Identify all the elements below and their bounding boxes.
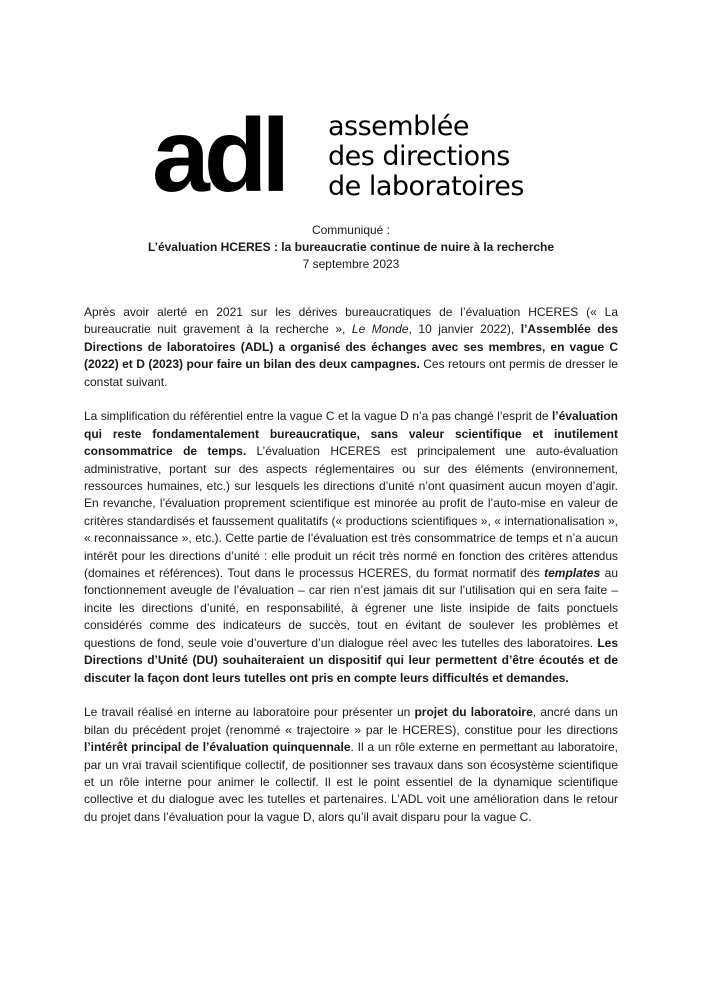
adl-logo	[152, 98, 562, 216]
text-segment: l’évaluation qui reste fondamentalement bureaucratique, sans valeur scientifique et inutilement consommatrice de temps.	[84, 409, 618, 459]
text-segment: La simplification du référentiel entre la vague C et la vague D n’a pas changé l’esprit de	[84, 409, 552, 424]
text-segment: Le travail réalisé en interne au laboratoire pour présenter un	[84, 705, 415, 720]
press-release-label: Communiqué :	[311, 223, 391, 237]
text-segment: , ancré dans un bilan du précédent projet (renommé « trajectoire » par le HCERES), constitue pour les directions	[84, 705, 618, 737]
paragraph-3	[84, 704, 618, 826]
text-segment: Le Monde	[351, 322, 409, 337]
press-release-header	[0, 222, 702, 273]
paragraph-2	[84, 408, 618, 687]
text-segment: Ces retours ont permis de dresser le constat suivant.	[84, 357, 618, 389]
paragraph-1	[84, 304, 618, 391]
text-segment: Après avoir alerté en 2021 sur les dérives bureaucratiques de l’évaluation HCERES (« La bureaucratie nuit gravement à la recherche »,	[84, 305, 618, 337]
text-segment: templates	[544, 566, 601, 581]
text-segment: . Il a un rôle externe en permettant au laboratoire, par un vrai travail scientifique collectif, de positionner ses travaux dans son écosystème scientifique et un rôle interne pour animer le collectif. Il est le point essentiel de la dynamique scientifique collective et du dialogue avec les tutelles et partenaires. L’ADL voit une amélioration dans le retour du projet dans l’évaluation pour la vague D, alors qu’il avait disparu pour la vague C.	[84, 740, 618, 824]
text-segment: au fonctionnement aveugle de l’évaluation – car rien n’est jamais dit sur l’utilisation qui en sera faite – incite les directions d’unité, en responsabilité, à égrener une liste insipide de faits ponctuels considérés comme des indicateurs de succès, tout en évitant de soulever les problèmes et questions de fond, seule voie d’ouverture d’un dialogue réel avec les tutelles des laboratoires.	[84, 566, 618, 650]
text-segment: projet du laboratoire	[414, 705, 533, 720]
text-segment: l’intérêt principal de l’évaluation quinquennale	[84, 740, 351, 755]
logo-line-3: de laboratoires	[328, 171, 524, 202]
text-segment: Les Directions d’Unité (DU) souhaiteraient un dispositif qui leur permettent d’être écoutés et de discuter la façon dont leurs tutelles ont pris en compte leurs difficultés et demandes.	[84, 635, 618, 685]
press-release-date: 7 septembre 2023	[302, 257, 400, 271]
text-segment: l’Assemblée des Directions de laboratoires (ADL) a organisé des échanges avec ses membres, en vague C (2022) et D (2023) pour faire un bilan des deux campagnes.	[84, 322, 618, 372]
text-segment: , 10 janvier 2022),	[408, 322, 521, 337]
text-segment: L’évaluation HCERES est principalement une auto-évaluation administrative, portant sur des aspects réglementaires ou sur des éléments (environnement, ressources humaines, etc.) sur lesquels les directions d’unité n’ont quasiment aucun moyen d’agir. En revanche, l’évaluation proprement scientifique est minorée au profit de l’auto-mise en valeur de critères standardisés et faussement qualitatifs (« productions scientifiques », « internationalisation », « reconnaissance », etc.). Cette partie de l’évaluation est très consommatrice de temps et n’a aucun intérêt pour les directions d’unité : elle produit un récit très normé en fonction des critères attendus (domaines et références). Tout dans le processus HCERES, du format normatif des	[84, 444, 618, 581]
press-release-body	[84, 304, 618, 844]
logo-mark: adl	[152, 98, 285, 214]
logo-wordmark	[328, 112, 524, 202]
logo-line-1: assemblée	[328, 111, 469, 142]
press-release-title: L’évaluation HCERES : la bureaucratie continue de nuire à la recherche	[147, 240, 555, 254]
logo-line-2: des directions	[328, 141, 510, 172]
